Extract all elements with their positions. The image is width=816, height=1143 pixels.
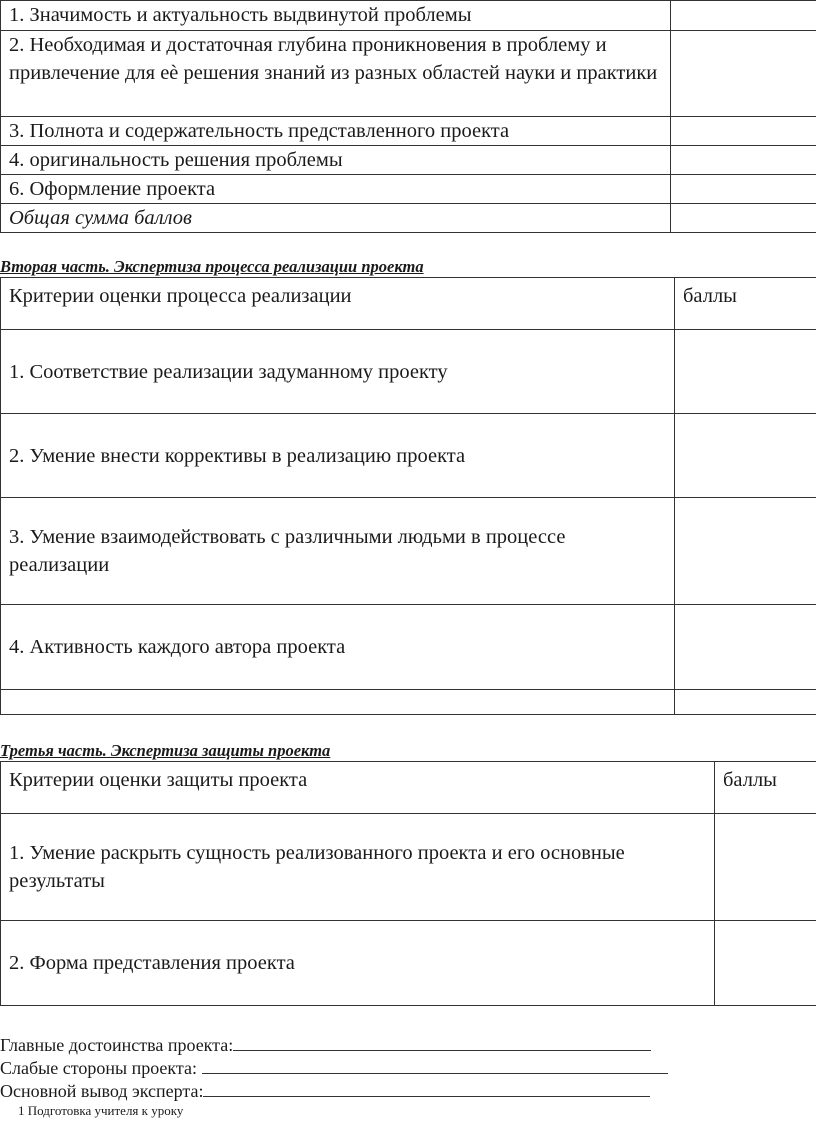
criterion-cell: 3. Полнота и содержательность представленного проекта <box>1 117 671 146</box>
strengths-label: Главные достоинства проекта: <box>0 1035 234 1055</box>
score-cell[interactable] <box>675 605 816 690</box>
score-cell[interactable] <box>675 330 816 414</box>
criterion-cell: 6. Оформление проекта <box>1 175 671 204</box>
table-row <box>1 117 816 146</box>
strengths-line <box>0 1034 651 1056</box>
footnote: 1 Подготовка учителя к уроку <box>18 1103 184 1118</box>
header-criteria: Критерии оценки процесса реализации <box>1 278 675 330</box>
header-criteria: Критерии оценки защиты проекта <box>1 762 715 814</box>
criterion-cell: 4. оригинальность решения проблемы <box>1 146 671 175</box>
table-row <box>1 330 816 414</box>
weaknesses-input[interactable] <box>202 1057 668 1074</box>
table-row <box>1 1 816 31</box>
strengths-input[interactable] <box>233 1034 651 1051</box>
conclusion-line <box>0 1080 650 1102</box>
table-row <box>1 605 816 690</box>
weaknesses-label: Слабые стороны проекта: <box>0 1058 202 1078</box>
weaknesses-line <box>0 1057 668 1079</box>
score-cell[interactable] <box>671 1 816 31</box>
score-cell[interactable] <box>671 175 816 204</box>
score-cell[interactable] <box>675 414 816 498</box>
conclusion-input[interactable] <box>203 1080 650 1097</box>
table-header-row <box>1 762 816 814</box>
criterion-cell: 2. Необходимая и достаточная глубина проникновения в проблему и привлечение для еѐ решения знаний из разных областей науки и практики <box>1 31 671 117</box>
part3-table <box>0 761 816 1006</box>
part3-heading: Третья часть. Экспертиза защиты проекта <box>0 741 331 760</box>
table-row <box>1 175 816 204</box>
score-cell[interactable] <box>715 814 816 921</box>
score-cell[interactable] <box>671 117 816 146</box>
table-row <box>1 204 816 233</box>
table-row <box>1 414 816 498</box>
criterion-cell: 1. Значимость и актуальность выдвинутой проблемы <box>1 1 671 31</box>
criterion-cell: 2. Умение внести коррективы в реализацию проекта <box>1 414 675 498</box>
table-row <box>1 146 816 175</box>
table-row <box>1 31 816 117</box>
table-row <box>1 498 816 605</box>
table-row <box>1 690 816 715</box>
total-score-cell[interactable] <box>671 204 816 233</box>
criterion-cell: 1. Соответствие реализации задуманному проекту <box>1 330 675 414</box>
empty-score-cell[interactable] <box>675 690 816 715</box>
score-cell[interactable] <box>675 498 816 605</box>
score-cell[interactable] <box>671 146 816 175</box>
header-score: баллы <box>675 278 816 330</box>
criterion-cell: 1. Умение раскрыть сущность реализованного проекта и его основные результаты <box>1 814 715 921</box>
empty-cell[interactable] <box>1 690 675 715</box>
header-score: баллы <box>715 762 816 814</box>
criterion-cell: 4. Активность каждого автора проекта <box>1 605 675 690</box>
part1-table <box>0 0 816 233</box>
criterion-cell: 2. Форма представления проекта <box>1 921 715 1006</box>
score-cell[interactable] <box>715 921 816 1006</box>
part2-table <box>0 277 816 715</box>
score-cell[interactable] <box>671 31 816 117</box>
conclusion-label: Основной вывод эксперта: <box>0 1081 204 1101</box>
total-label: Общая сумма баллов <box>1 204 671 233</box>
table-row <box>1 921 816 1006</box>
table-header-row <box>1 278 816 330</box>
part2-heading: Вторая часть. Экспертиза процесса реализации проекта <box>0 257 424 276</box>
criterion-cell: 3. Умение взаимодействовать с различными людьми в процессе реализации <box>1 498 675 605</box>
table-row <box>1 814 816 921</box>
